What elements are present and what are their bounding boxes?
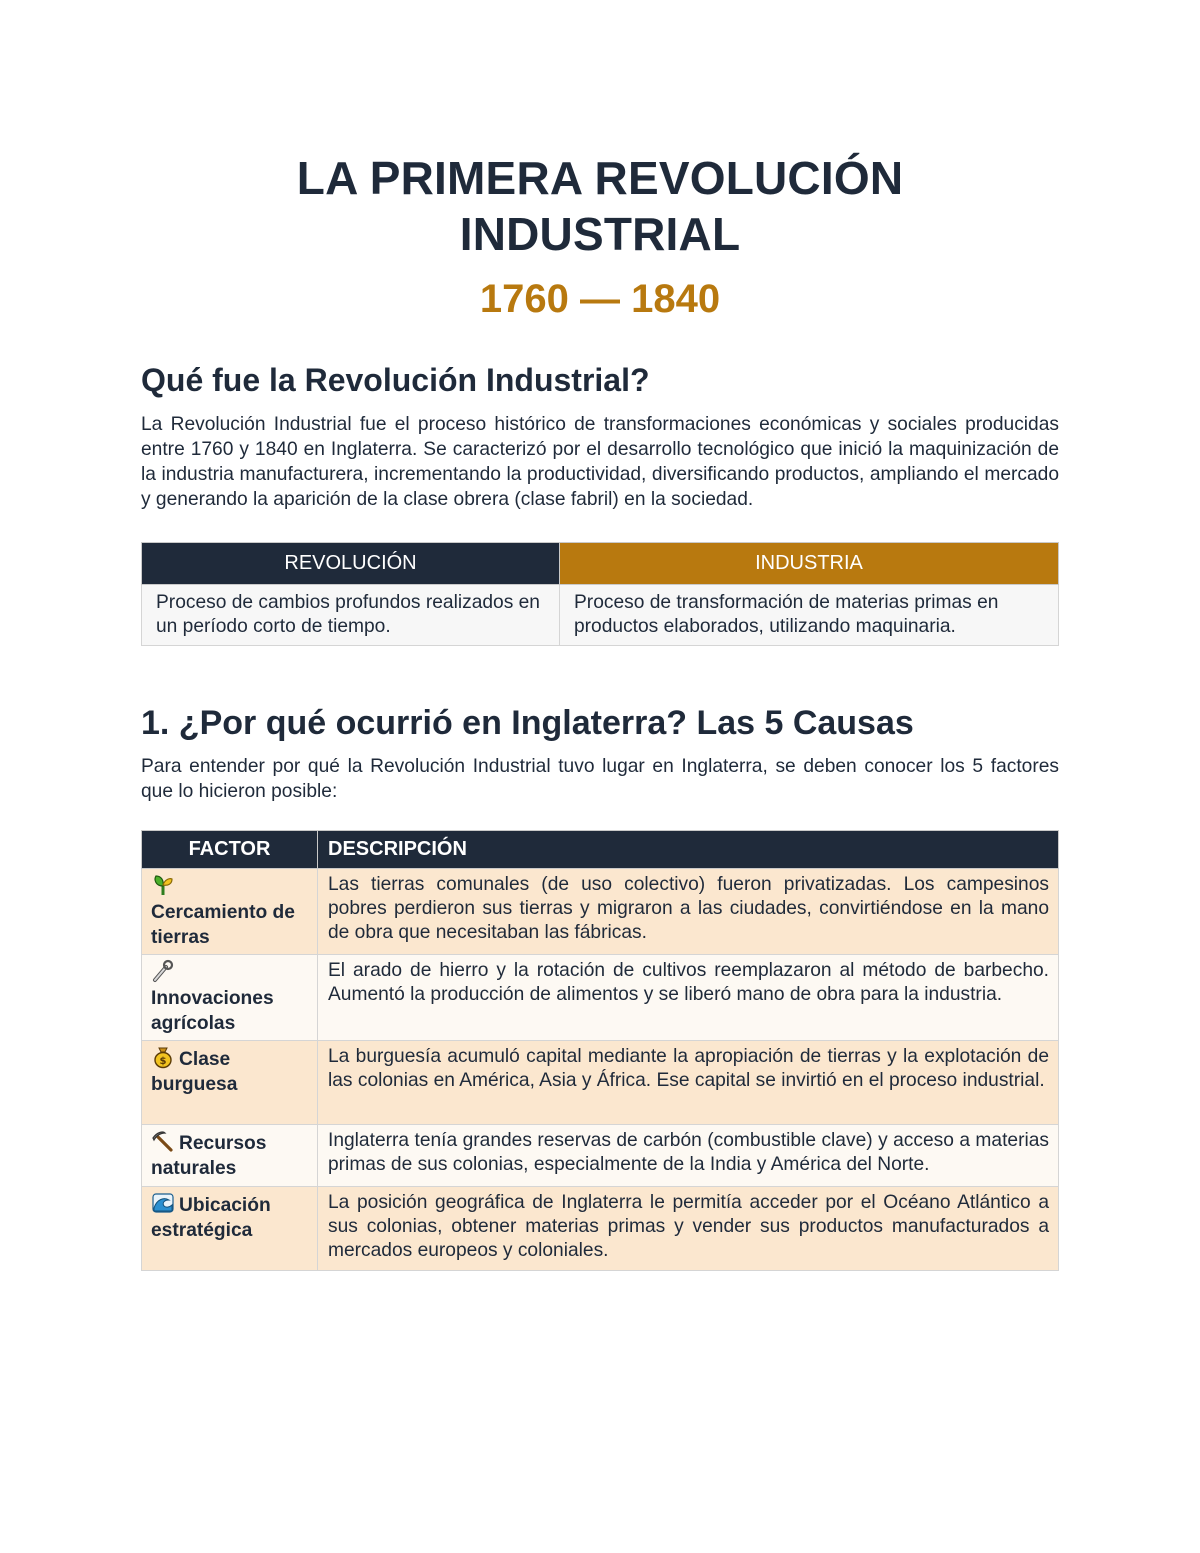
table-row xyxy=(142,1187,1059,1271)
factor-label: Clase burguesa xyxy=(151,1049,238,1095)
industria-header: INDUSTRIA xyxy=(560,543,1059,585)
factor-label: Ubicación estratégica xyxy=(151,1195,271,1241)
description-header: DESCRIPCIÓN xyxy=(318,831,1059,869)
wave-icon xyxy=(151,1191,175,1215)
date-range: 1760 — 1840 xyxy=(479,277,721,321)
document-page xyxy=(141,150,1059,1271)
description-cell: El arado de hierro y la rotación de cultivos reemplazaron al método de barbecho. Aumentó la producción de alimentos y se liberó mano de obra para la industria. xyxy=(318,955,1059,1041)
description-cell: Las tierras comunales (de uso colectivo) fueron privatizadas. Los campesinos pobres perdieron sus tierras y migraron a las ciudades, convirtiéndose en la mano de obra que necesitaban las fábricas. xyxy=(318,869,1059,955)
seedling-icon xyxy=(151,873,175,897)
revolucion-header: REVOLUCIÓN xyxy=(142,543,560,585)
factor-label: Cercamiento de tierras xyxy=(151,902,295,948)
money-bag-icon xyxy=(151,1045,175,1069)
description-cell: Inglaterra tenía grandes reservas de carbón (combustible clave) y acceso a materias primas de sus colonias, especialmente de la India y América del Norte. xyxy=(318,1125,1059,1187)
factor-header: FACTOR xyxy=(142,831,318,869)
pickaxe-icon xyxy=(151,1129,175,1153)
description-cell: La posición geográfica de Inglaterra le permitía acceder por el Océano Atlántico a sus colonias, obtener materias primas y vender sus productos manufacturados a mercados europeos y coloniales. xyxy=(318,1187,1059,1271)
causes-table xyxy=(141,830,1059,1271)
factor-cell xyxy=(142,869,318,955)
industria-definition: Proceso de transformación de materias primas en productos elaborados, utilizando maquinaria. xyxy=(560,585,1059,646)
document-title xyxy=(141,150,1059,262)
causes-intro: Para entender por qué la Revolución Industrial tuvo lugar en Inglaterra, se deben conocer los 5 factores que lo hicieron posible: xyxy=(141,756,1059,802)
description-cell: La burguesía acumuló capital mediante la apropiación de tierras y la explotación de las colonias en América, Asia y África. Ese capital se invirtió en el proceso industrial. xyxy=(318,1041,1059,1125)
factor-cell xyxy=(142,1125,318,1187)
svg-text:$: $ xyxy=(159,1056,167,1067)
table-row xyxy=(142,1125,1059,1187)
definitions-row xyxy=(142,585,1059,646)
definitions-table xyxy=(141,542,1059,646)
causes-heading: 1. ¿Por qué ocurrió en Inglaterra? Las 5 Causas xyxy=(141,704,914,742)
definitions-header-row xyxy=(142,543,1059,585)
factor-cell xyxy=(142,1041,318,1125)
wrench-icon xyxy=(151,959,175,983)
factor-label: Innovaciones agrícolas xyxy=(151,988,274,1034)
table-row xyxy=(142,869,1059,955)
table-row xyxy=(142,955,1059,1041)
factor-label: Recursos naturales xyxy=(151,1133,267,1179)
factor-cell xyxy=(142,1187,318,1271)
table-row xyxy=(142,1041,1059,1125)
title-line-1: LA PRIMERA REVOLUCIÓN xyxy=(296,152,904,204)
causes-header-row xyxy=(142,831,1059,869)
revolucion-definition: Proceso de cambios profundos realizados en un período corto de tiempo. xyxy=(142,585,560,646)
factor-cell xyxy=(142,955,318,1041)
intro-heading: Qué fue la Revolución Industrial? xyxy=(141,362,650,398)
title-line-2: INDUSTRIAL xyxy=(459,208,741,260)
intro-paragraph: La Revolución Industrial fue el proceso histórico de transformaciones económicas y sociales producidas entre 1760 y 1840 en Inglaterra. Se caracterizó por el desarrollo tecnológico que inició la maquinización de la industria manufacturera, incrementando la productividad, diversificando productos, ampliando el mercado y generando la aparición de la clase obrera (clase fabril) en la sociedad. xyxy=(141,414,1059,510)
